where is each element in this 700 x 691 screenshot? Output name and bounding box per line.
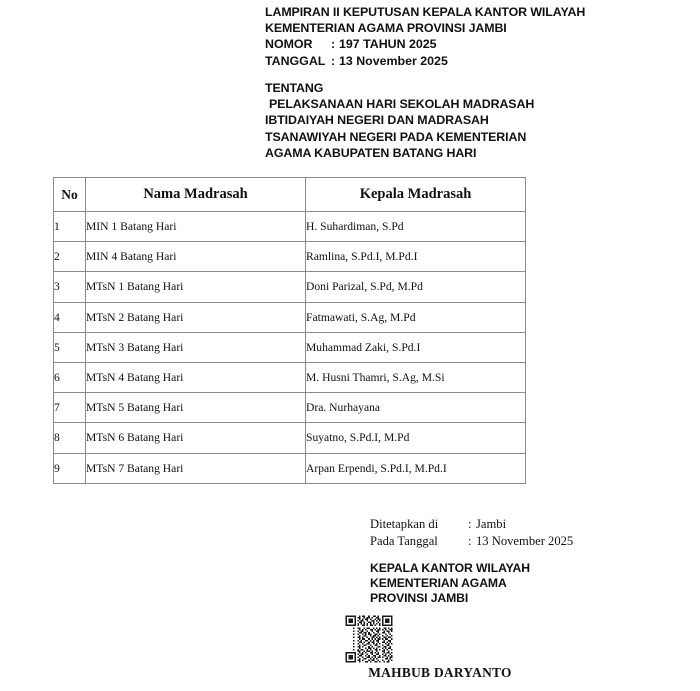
- tentang-block: [265, 80, 685, 161]
- madrasah-table: [53, 177, 526, 484]
- field-tanggal: [265, 53, 685, 69]
- cell-no: 6: [54, 362, 86, 392]
- signing-office-line-1: KEPALA KANTOR WILAYAH: [370, 561, 530, 575]
- signature-date-separator: :: [468, 533, 472, 548]
- signature-place-date: [370, 516, 670, 549]
- tentang-line-3: TSANAWIYAH NEGERI PADA KEMENTERIAN: [265, 129, 527, 144]
- field-tanggal-separator: :: [331, 53, 336, 68]
- table-row: [54, 393, 526, 423]
- table-header-row: [54, 178, 526, 212]
- table-row: [54, 362, 526, 392]
- cell-nama-madrasah: MTsN 3 Batang Hari: [86, 332, 306, 362]
- table-row: [54, 302, 526, 332]
- cell-nama-madrasah: MTsN 1 Batang Hari: [86, 272, 306, 302]
- tentang-line-2: IBTIDAIYAH NEGERI DAN MADRASAH: [265, 113, 489, 128]
- cell-no: 3: [54, 272, 86, 302]
- tentang-line-1: PELAKSANAAN HARI SEKOLAH MADRASAH: [269, 97, 535, 112]
- table-row: [54, 242, 526, 272]
- document-header: [265, 4, 685, 69]
- table-header: [54, 178, 526, 212]
- signing-office-line-3: PROVINSI JAMBI: [370, 591, 469, 606]
- cell-no: 5: [54, 332, 86, 362]
- cell-kepala-madrasah: Ramlina, S.Pd.I, M.Pd.I: [306, 242, 526, 272]
- table-row: [54, 212, 526, 242]
- signer-name: MAHBUB DARYANTO: [368, 665, 512, 680]
- cell-kepala-madrasah: Muhammad Zaki, S.Pd.I: [306, 332, 526, 362]
- cell-nama-madrasah: MIN 4 Batang Hari: [86, 242, 306, 272]
- signing-office-block: [370, 561, 670, 607]
- table-row: [54, 272, 526, 302]
- signing-office-line-2: KEMENTERIAN AGAMA: [370, 576, 507, 591]
- cell-nama-madrasah: MTsN 7 Batang Hari: [86, 453, 306, 483]
- column-header-nama-madrasah: Nama Madrasah: [86, 178, 306, 212]
- column-header-kepala-madrasah: Kepala Madrasah: [306, 178, 526, 212]
- cell-kepala-madrasah: Suyatno, S.Pd.I, M.Pd: [306, 423, 526, 453]
- cell-nama-madrasah: MTsN 2 Batang Hari: [86, 302, 306, 332]
- table-body: [54, 212, 526, 484]
- table-row: [54, 423, 526, 453]
- tentang-line-4: AGAMA KABUPATEN BATANG HARI: [265, 145, 477, 160]
- signature-date-value: 13 November 2025: [476, 533, 574, 548]
- header-line-2: KEMENTERIAN AGAMA PROVINSI JAMBI: [265, 21, 507, 36]
- cell-nama-madrasah: MTsN 6 Batang Hari: [86, 423, 306, 453]
- cell-nama-madrasah: MTsN 4 Batang Hari: [86, 362, 306, 392]
- cell-no: 8: [54, 423, 86, 453]
- signature-date-label: Pada Tanggal: [370, 533, 438, 548]
- cell-no: 4: [54, 302, 86, 332]
- column-header-no: No: [54, 178, 86, 212]
- cell-no: 1: [54, 212, 86, 242]
- table-row: [54, 332, 526, 362]
- signature-place-label: Ditetapkan di: [370, 517, 439, 531]
- table-row: [54, 453, 526, 483]
- cell-nama-madrasah: MTsN 5 Batang Hari: [86, 393, 306, 423]
- signature-place-separator: :: [468, 517, 472, 531]
- cell-no: 2: [54, 242, 86, 272]
- field-nomor-label: NOMOR: [265, 37, 313, 52]
- field-tanggal-label: TANGGAL: [265, 53, 326, 68]
- field-nomor-separator: :: [331, 37, 336, 52]
- signature-place-value: Jambi: [476, 517, 507, 531]
- signature-place-row: [370, 516, 670, 533]
- signature-date-row: [370, 533, 670, 550]
- header-line-1: LAMPIRAN II KEPUTUSAN KEPALA KANTOR WILAYAH: [265, 5, 586, 19]
- cell-kepala-madrasah: H. Suhardiman, S.Pd: [306, 212, 526, 242]
- cell-kepala-madrasah: Dra. Nurhayana: [306, 393, 526, 423]
- cell-kepala-madrasah: Fatmawati, S.Ag, M.Pd: [306, 302, 526, 332]
- madrasah-table-wrapper: [53, 177, 525, 484]
- cell-kepala-madrasah: Arpan Erpendi, S.Pd.I, M.Pd.I: [306, 453, 526, 483]
- qr-code-icon: [344, 614, 394, 664]
- cell-kepala-madrasah: M. Husni Thamri, S.Ag, M.Si: [306, 362, 526, 392]
- cell-no: 7: [54, 393, 86, 423]
- field-nomor-value: 197 TAHUN 2025: [339, 37, 437, 52]
- tentang-label: TENTANG: [265, 81, 324, 95]
- cell-no: 9: [54, 453, 86, 483]
- field-tanggal-value: 13 November 2025: [339, 53, 448, 68]
- field-nomor: [265, 36, 685, 52]
- cell-kepala-madrasah: Doni Parizal, S.Pd, M.Pd: [306, 272, 526, 302]
- cell-nama-madrasah: MIN 1 Batang Hari: [86, 212, 306, 242]
